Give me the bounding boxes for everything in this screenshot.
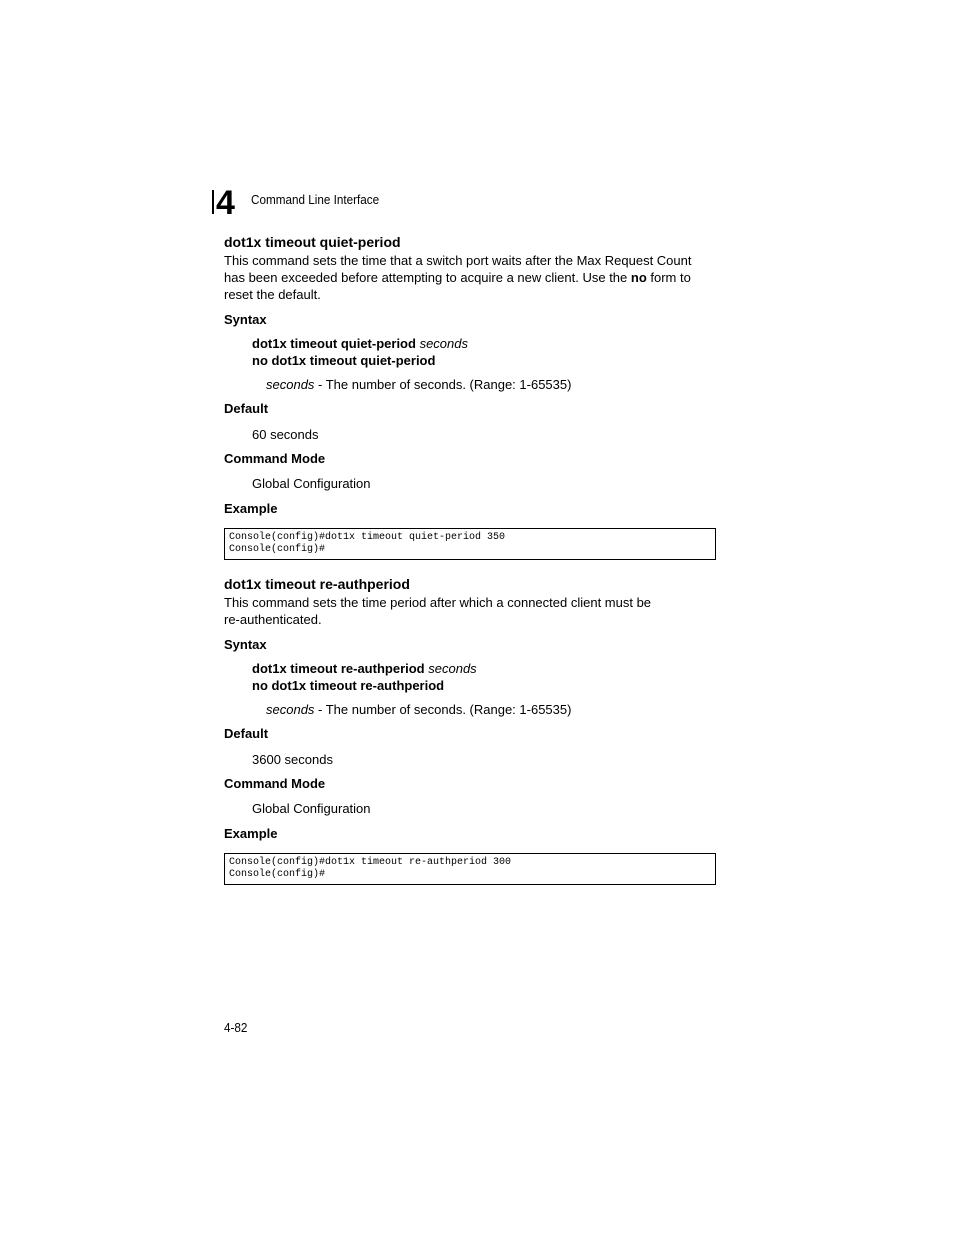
chapter-marker-bar bbox=[212, 190, 214, 214]
syntax-heading: Syntax bbox=[224, 312, 267, 327]
code-line: Console(config)#dot1x timeout quiet-period 350 bbox=[229, 532, 506, 543]
section-description-re-authperiod: This command sets the time period after which a connected client must be re-authenticated. bbox=[224, 595, 652, 627]
default-heading: Default bbox=[224, 401, 269, 416]
running-header: Command Line Interface bbox=[251, 192, 380, 207]
code-line: Console(config)#dot1x timeout re-authperiod 300 bbox=[229, 857, 512, 868]
command-mode-heading: Command Mode bbox=[224, 776, 326, 791]
section-title-quiet-period: dot1x timeout quiet-period bbox=[224, 234, 401, 250]
parameter-description: seconds - The number of seconds. (Range: 1-65535) bbox=[266, 702, 572, 717]
syntax-command: dot1x timeout quiet-period seconds bbox=[252, 336, 468, 351]
syntax-no-command: no dot1x timeout quiet-period bbox=[252, 353, 436, 368]
default-value: 3600 seconds bbox=[252, 752, 333, 767]
command-mode-value: Global Configuration bbox=[252, 801, 371, 816]
syntax-no-command: no dot1x timeout re-authperiod bbox=[252, 678, 445, 693]
section-description-quiet-period: This command sets the time that a switch port waits after the Max Request Count has been exceeded before attempting to acquire a new client. Use the no form to reset the default. bbox=[224, 253, 692, 302]
syntax-command: dot1x timeout re-authperiod seconds bbox=[252, 661, 477, 676]
example-code-block bbox=[224, 528, 716, 560]
example-code-block bbox=[224, 853, 716, 885]
default-heading: Default bbox=[224, 726, 269, 741]
syntax-heading: Syntax bbox=[224, 637, 267, 652]
example-heading: Example bbox=[224, 826, 278, 841]
command-mode-heading: Command Mode bbox=[224, 451, 326, 466]
command-mode-value: Global Configuration bbox=[252, 476, 371, 491]
parameter-description: seconds - The number of seconds. (Range: 1-65535) bbox=[266, 377, 572, 392]
code-line: Console(config)# bbox=[229, 544, 326, 555]
chapter-number: 4 bbox=[216, 184, 235, 222]
default-value: 60 seconds bbox=[252, 427, 319, 442]
code-line: Console(config)# bbox=[229, 869, 326, 880]
page-number: 4-82 bbox=[224, 1020, 248, 1035]
example-heading: Example bbox=[224, 501, 278, 516]
section-title-re-authperiod: dot1x timeout re-authperiod bbox=[224, 576, 410, 592]
